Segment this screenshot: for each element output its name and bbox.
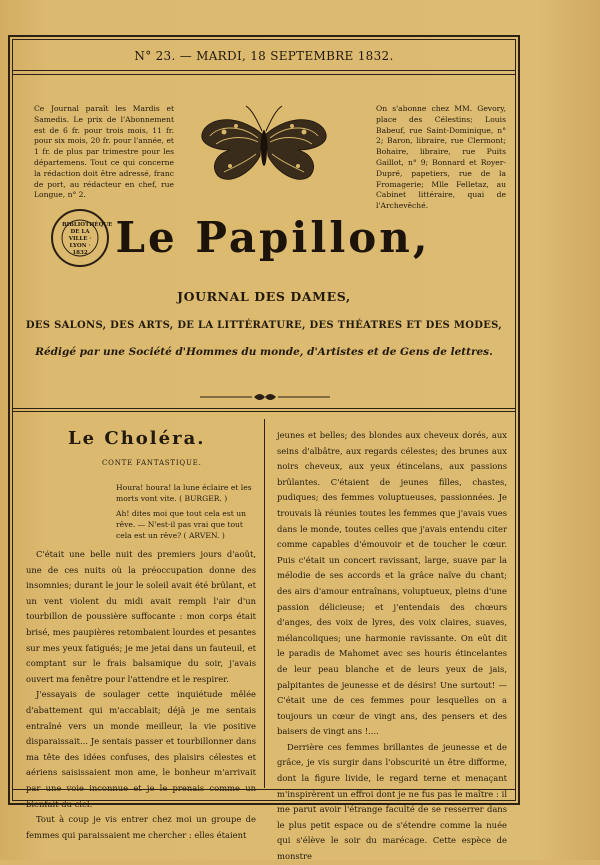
section-rule (12, 408, 516, 409)
subscription-notice: Ce Journal paraît les Mardis et Samedis. Le prix de l'Abonnement est de 6 fr. pour trois mois, 11 fr. pour six mois, 20 fr. pour l'année, et 1 fr. de plus par trimestre pour les départemens. Tout ce qui concerne la rédaction doit être adressé, franc de port, au rédacteur en chef, rue Longue, n° 2. (34, 104, 174, 200)
paragraph: C'était une belle nuit des premiers jours d'août, une de ces nuits où la préoccupation donne des insomnies; durant le jour le soleil avait été brûlant, et un vent violent du midi avait rempli l'air d'un tourbillon de poussière suffocante : mon corps était brisé, mes paupières retombaient lourdes et pesantes sur mes yeux fatigués; je me jetai dans un fauteuil, et comptant sur le frais balsamique du soir, j'avais ouvert ma fenêtre pour l'attendre et le respirer. (26, 549, 256, 684)
masthead-title: Le Papillon, (115, 213, 431, 262)
butterfly-icon (196, 104, 332, 188)
section-rule-double (12, 411, 516, 412)
library-stamp (48, 206, 112, 270)
header-rule (12, 70, 516, 71)
paragraph: J'essayais de soulager cette inquiétude mêlée d'abattement qui m'accablait; déjà je me sentais entraîné vers un monde meilleur, la vie positive disparaissait... Je sentais passer et tourbillonner dans ma tête des idées confuses, des plaisirs célestes et aériens saisissaient mon ame, le bonheur m'arrivait par une voie inconnue et je le prenais comme un bienfait du ciel. (26, 689, 256, 809)
ornament-rule (200, 391, 330, 403)
epigraph-burger: Houra! houra! la lune éclaire et les morts vont vite. ( BURGER. ) (116, 483, 252, 503)
epigraph-arven: Ah! dites moi que tout cela est un rêve. — N'est-il pas vrai que tout cela est un rêve? ( ARVEN. ) (116, 509, 246, 540)
paragraph: jeunes et belles; des blondes aux cheveux dorés, aux seins d'albâtre, aux regards célestes; des brunes aux noirs cheveux, aux yeux étincelans, aux passions brûlantes. C'étaient de jeunes filles, chastes, pudiques; des femmes voluptueuses, passionnées. Je trouvais là réunies toutes les femmes que j'avais vues dans le monde, toutes celles que j'avais entendu citer comme capables d'émouvoir et de toucher le cœur. Puis c'était un concert ravissant, large, suave par la mélodie de ses accords et la grâce naïve du chant; des airs d'amour entraînans, voluptueux, pleins d'une passion délicieuse; et j'entendais des chœurs d'anges, des voix de lyres, des voix claires, suaves, mélancoliques; une harmonie ravissante. On eût dit le paradis de Mahomet avec ses houris étincelantes de leur peau blanche et de leurs yeux de jais, palpitantes de jeunesse et de désirs! Une surtout! — C'était une de ces femmes pour lesquelles on a toujours un cœur de vingt ans, des pensers et des baisers de vingt ans !.... (277, 430, 507, 737)
article-column-left (26, 547, 256, 843)
subtitle-topics: DES SALONS, DES ARTS, DE LA LITTÉRATURE, DES THÉATRES ET DES MODES, (25, 320, 503, 331)
subtitle: JOURNAL DES DAMES, (177, 289, 351, 304)
article-kicker: CONTE FANTASTIQUE. (102, 459, 202, 467)
issue-line: N° 23. — MARDI, 18 SEPTEMBRE 1832. (134, 49, 394, 63)
article-title: Le Choléra. (68, 428, 206, 449)
paragraph: Derrière ces femmes brillantes de jeunesse et de grâce, je vis surgir dans l'obscurité un être difforme, dont la figure livide, le regard terne et menaçant m'inspirèrent un effroi dont je ne fus pas le maître : il me parut avoir l'étrange faculté de se resserrer dans le plus petit espace ou de s'étendre comme la nuée qui s'élève le soir du marécage. Cette espèce de monstre (277, 741, 507, 862)
article-column-right (277, 428, 507, 865)
footer-rule (12, 789, 516, 790)
subtitle-editors: Rédigé par une Société d'Hommes du monde, d'Artistes et de Gens de lettres. (35, 346, 493, 358)
header-rule-double (12, 74, 516, 75)
column-divider (264, 419, 265, 788)
paragraph: Tout à coup je vis entrer chez moi un groupe de femmes qui paraissaient me chercher : elles étaient (26, 814, 256, 840)
stamp-text: BIBLIOTHÈQUE DE LA VILLE · LYON · 1832 (62, 222, 113, 256)
subscription-agents: On s'abonne chez MM. Gevory, place des Célestins; Louis Babeuf, rue Saint-Dominique, n° 2; Baron, libraire, rue Clermont; Bohaire, libraire, rue Puits Gaillot, n° 9; Bonnard et Royer-Dupré, papetiers, rue de la Fromagerie; Mlle Felletaz, au Cabinet littéraire, quai de l'Archevêché. (376, 104, 506, 211)
